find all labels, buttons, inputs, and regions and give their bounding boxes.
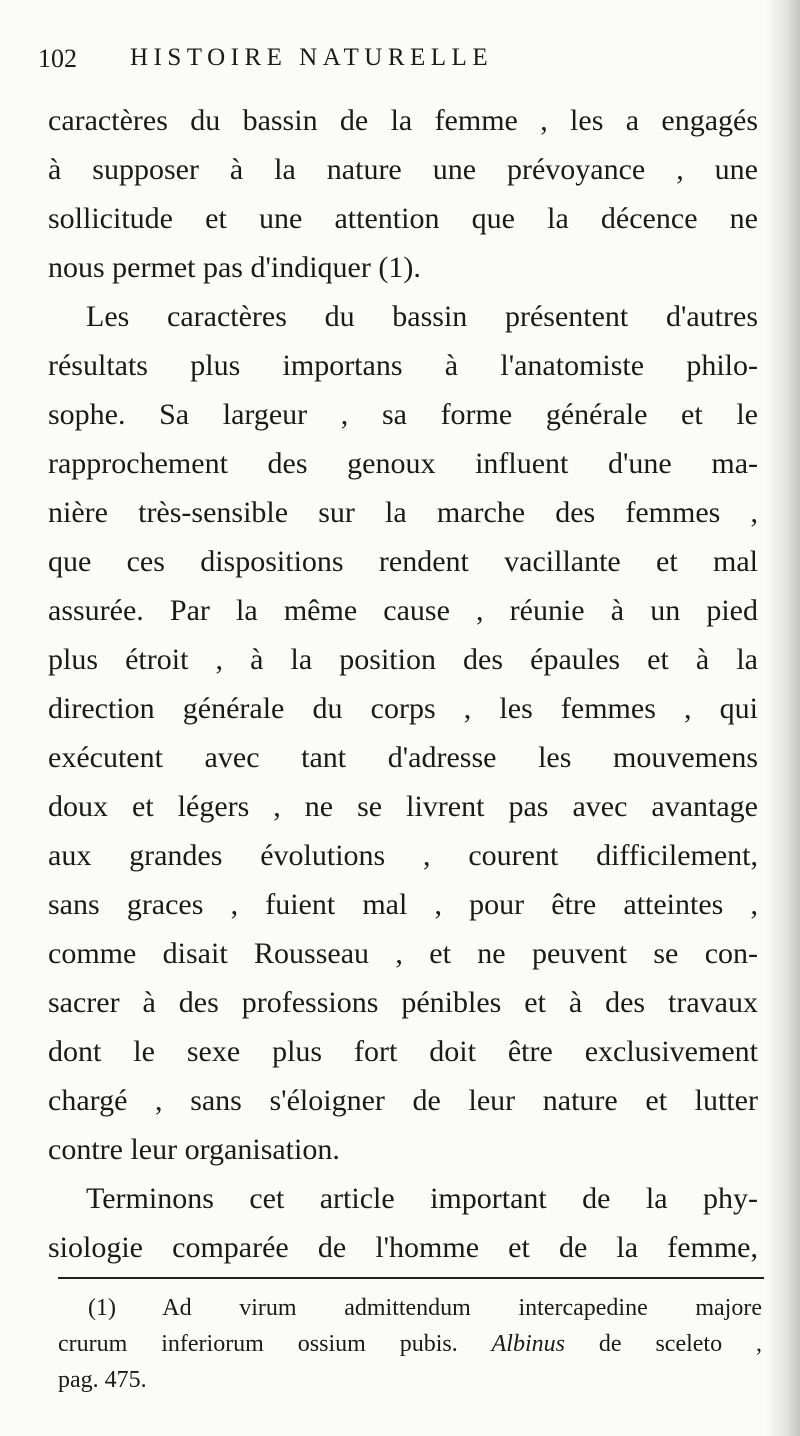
footnote-line: pag. 475. — [58, 1367, 147, 1393]
footnote-rule — [58, 1277, 764, 1279]
text-line: caractères du bassin de la femme , les a engagés — [48, 104, 758, 137]
text-line: sophe. Sa largeur , sa forme générale et le — [48, 398, 758, 431]
text-line: à supposer à la nature une prévoyance , une — [48, 153, 758, 186]
page-number: 102 — [38, 44, 77, 73]
running-title: HISTOIRE NATURELLE — [130, 44, 494, 71]
footnote-line — [58, 1326, 762, 1362]
text-line: sans graces , fuient mal , pour être atteintes , — [48, 888, 758, 921]
text-line: assurée. Par la même cause , réunie à un pied — [48, 594, 758, 627]
text-line: Les caractères du bassin présentent d'autres — [86, 300, 758, 333]
text-line: sacrer à des professions pénibles et à des travaux — [48, 986, 758, 1019]
text-line: comme disait Rousseau , et ne peuvent se con- — [48, 937, 758, 970]
text-line: exécutent avec tant d'adresse les mouvemens — [48, 741, 758, 774]
text-line: contre leur organisation. — [48, 1133, 340, 1166]
text-line: que ces dispositions rendent vacillante et mal — [48, 545, 758, 578]
footnote-text: de sceleto , — [564, 1331, 762, 1357]
text-line: plus étroit , à la position des épaules et à la — [48, 643, 758, 676]
footnote — [58, 1290, 762, 1398]
body-text — [48, 96, 758, 1272]
footnote-author: Albinus — [491, 1331, 565, 1357]
running-head — [38, 44, 738, 84]
text-line: chargé , sans s'éloigner de leur nature et lutter — [48, 1084, 758, 1117]
page-edge-shadow — [766, 0, 800, 1436]
text-line: siologie comparée de l'homme et de la femme, — [48, 1231, 758, 1264]
text-line: Terminons cet article important de la phy- — [86, 1182, 758, 1215]
text-line: dont le sexe plus fort doit être exclusivement — [48, 1035, 758, 1068]
text-line: sollicitude et une attention que la décence ne — [48, 202, 758, 235]
footnote-line: (1) Ad virum admittendum intercapedine majore — [88, 1295, 762, 1321]
text-line: aux grandes évolutions , courent difficilement, — [48, 839, 758, 872]
text-line: rapprochement des genoux influent d'une ma- — [48, 447, 758, 480]
text-line: résultats plus importans à l'anatomiste philo- — [48, 349, 758, 382]
text-line: nière très-sensible sur la marche des femmes , — [48, 496, 758, 529]
text-line: nous permet pas d'indiquer (1). — [48, 251, 421, 284]
footnote-text: crurum inferiorum ossium pubis. — [58, 1331, 492, 1357]
text-line: doux et légers , ne se livrent pas avec avantage — [48, 790, 758, 823]
text-line: direction générale du corps , les femmes , qui — [48, 692, 758, 725]
